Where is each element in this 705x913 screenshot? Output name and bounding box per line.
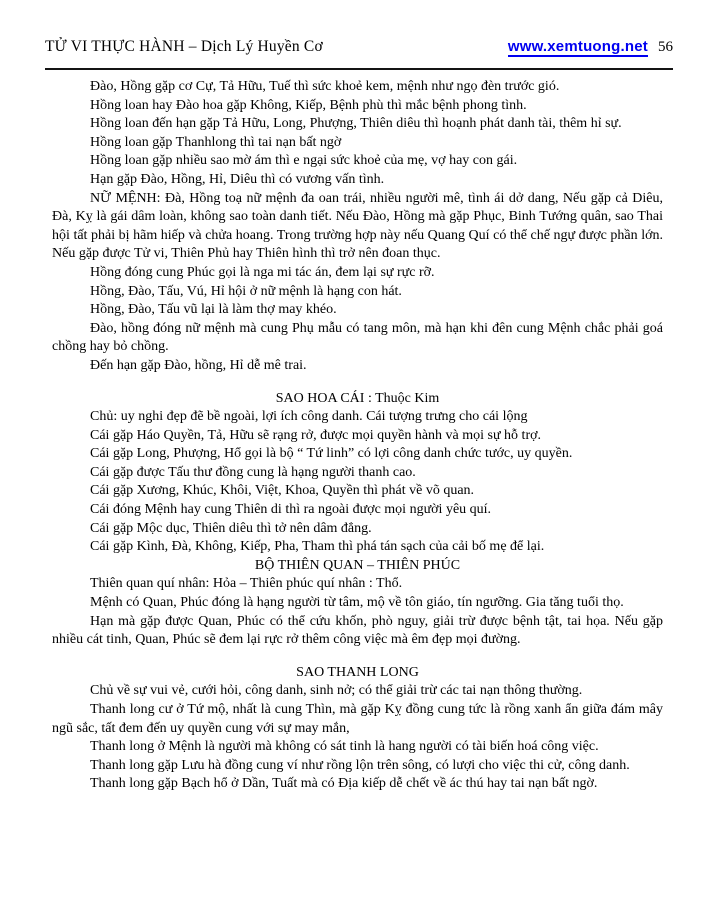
paragraph: Thanh long gặp Lưu hà đồng cung ví như rồng lộn trên sông, có lượi cho việc thi cử, công danh. — [90, 757, 630, 773]
section-heading-thien-quan-thien-phuc: BỘ THIÊN QUAN – THIÊN PHÚC — [254, 557, 461, 573]
paragraph: Hạn mà gặp được Quan, Phúc có thể cứu khốn, phò nguy, giải trừ được bệnh tật, tai họa. Nếu gặp nhiều cát tinh, Quan, Phúc sẽ đem lại rực rở thêm công việc mà êm đẹp mọi đường. — [52, 613, 663, 648]
paragraph: Chủ về sự vui vẻ, cưới hỏi, công danh, sinh nở; có thể giải trừ các tai nạn thông thường. — [90, 683, 583, 699]
page-number: 56 — [658, 39, 673, 55]
section-heading-thanh-long: SAO THANH LONG — [296, 664, 419, 680]
paragraph: Hạn gặp Đào, Hồng, Hỉ, Diêu thì có vương vấn tình. — [90, 171, 385, 187]
page-header — [45, 38, 673, 70]
paragraph: Hồng, Đào, Tấu, Vú, Hỉ hội ở nữ mệnh là hạng con hát. — [90, 283, 402, 299]
paragraph: Mệnh có Quan, Phúc đóng là hạng người từ tâm, mộ về tôn giáo, tín ngưỡng. Gia tăng tuổi thọ. — [90, 595, 624, 611]
paragraph: NỮ MỆNH: Đà, Hồng toạ nữ mệnh đa oan trái, nhiều người mê, tình ái dở dang, Nếu gặp cả Diêu, Đà, Kỵ là gái dâm loàn, không sao toàn danh tiết. Nếu Đào, Hồng mà gặp Phục, Binh Tướng quân, sao Thai hội tất phải bị hãm hiếp và chửa hoang. Trong trường hợp này nếu Quang Quí có thể chế ngự được phần lớn. Nếu gặp được Tử vi, Thiên Phủ hay Thiên hình thì trở nên đoan thục. — [52, 190, 663, 262]
paragraph: Hồng loan đến hạn gặp Tả Hữu, Long, Phượng, Thiên diêu thì hoạnh phát danh tài, thêm hỉ sự. — [90, 116, 622, 132]
paragraph: Chủ: uy nghi đẹp đẽ bề ngoài, lợi ích công danh. Cái tượng trưng cho cái lộng — [90, 409, 528, 425]
site-link[interactable]: www.xemtuong.net — [507, 38, 648, 55]
paragraph: Cái gặp Háo Quyền, Tả, Hữu sẽ rạng rở, được mọi quyền hành và mọi sự hỗ trợ. — [90, 427, 542, 443]
document-body — [52, 78, 663, 794]
paragraph: Cái gặp Xương, Khúc, Khôi, Việt, Khoa, Quyền thì phát về võ quan. — [90, 483, 475, 499]
document-title: TỬ VI THỰC HÀNH – Dịch Lý Huyền Cơ — [45, 38, 323, 55]
paragraph: Cái gặp được Tấu thư đồng cung là hạng người thanh cao. — [90, 464, 416, 480]
paragraph: Hồng loan hay Đào hoa gặp Không, Kiếp, Bệnh phù thì mắc bệnh phong tình. — [90, 97, 527, 113]
paragraph: Thanh long gặp Bạch hổ ở Dần, Tuất mà có Địa kiếp dễ chết về ác thú hay tai nạn bất ngờ. — [90, 776, 598, 792]
paragraph: Cái gặp Kình, Đà, Không, Kiếp, Pha, Tham thì phá tán sạch của cải bố mẹ để lại. — [90, 539, 545, 555]
paragraph: Cái gặp Long, Phượng, Hổ gọi là bộ “ Tứ linh” có lợi công danh chức tước, uy quyền. — [90, 446, 573, 462]
paragraph: Đào, Hồng gặp cơ Cự, Tả Hữu, Tuế thì sức khoẻ kem, mệnh như ngọ đèn trước gió. — [90, 79, 560, 94]
paragraph: Thiên quan quí nhân: Hỏa – Thiên phúc quí nhân : Thổ. — [90, 576, 403, 592]
paragraph: Cái đóng Mệnh hay cung Thiên di thì ra ngoài được mọi người yêu quí. — [90, 502, 492, 518]
header-right — [508, 38, 673, 57]
paragraph: Thanh long cư ở Tứ mộ, nhất là cung Thìn, mà gặp Kỵ đồng cung tức là rồng xanh ẩn giữa đám mây ngũ sắc, tất đem đến uy quyền cung với sự may mắn, — [52, 702, 663, 736]
paragraph: Đào, hồng đóng nữ mệnh mà cung Phụ mẫu có tang môn, mà hạn khi đên cung Mệnh chắc phải goá chồng hay bỏ chồng. — [52, 320, 663, 355]
paragraph: Đến hạn gặp Đào, hồng, Hỉ dễ mê trai. — [90, 357, 307, 373]
paragraph: Hồng loan gặp Thanhlong thì tai nạn bất ngờ — [90, 134, 342, 150]
paragraph: Thanh long ở Mệnh là người mà không có sát tinh là hang người có tài biến hoá công việc. — [90, 739, 599, 755]
paragraph: Cái gặp Mộc dục, Thiên diêu thì tở nên dâm đẳng. — [90, 520, 372, 536]
paragraph: Hồng loan gặp nhiều sao mờ ám thì e ngại sức khoẻ của mẹ, vợ hay con gái. — [90, 153, 518, 169]
paragraph: Hồng, Đào, Tấu vũ lại là làm thợ may khéo. — [90, 302, 337, 318]
section-heading-hoa-cai: SAO HOA CÁI : Thuộc Kim — [275, 390, 440, 406]
paragraph: Hồng đóng cung Phúc gọi là nga mi tác án, đem lại sự rực rỡ. — [90, 264, 435, 280]
